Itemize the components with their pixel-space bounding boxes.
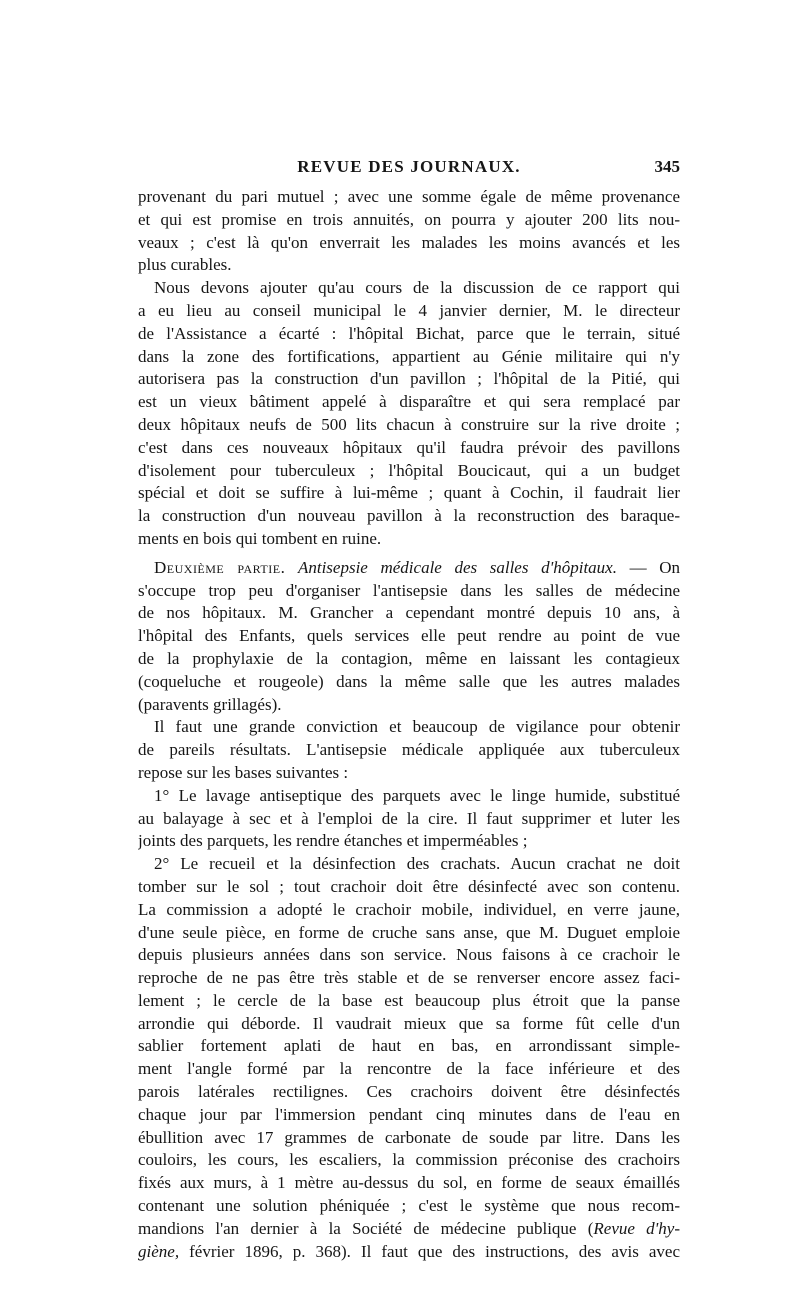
text-line: de l'Assistance a écarté : l'hôpital Bichat, parce que le terrain, situé	[138, 323, 680, 343]
text-line: fixés aux murs, à 1 mètre au-dessus du sol, en forme de seaux émaillés	[138, 1173, 680, 1193]
text-line: repose sur les bases suivantes :	[138, 762, 349, 782]
body-text	[138, 186, 680, 1263]
text-fragment: février 1896, p. 368). Il faut que des instructions, des avis avec	[179, 1241, 680, 1261]
text-line: 2° Le recueil et la désinfection des crachats. Aucun crachat ne doit	[154, 854, 680, 874]
text-line: spécial et doit se suffire à lui-même ; quant à Cochin, il faudrait lier	[138, 483, 680, 503]
text-line: provenant du pari mutuel ; avec une somme égale de même provenance	[138, 187, 680, 206]
text-line	[138, 1218, 680, 1241]
text-line: de nos hôpitaux. M. Grancher a cependant montré depuis 10 ans, à	[138, 603, 680, 623]
text-line: Il faut une grande conviction et beaucoup de vigilance pour obtenir	[154, 717, 680, 737]
text-line: est un vieux bâtiment appelé à disparaître et qui sera remplacé par	[138, 392, 680, 412]
text-line: l'hôpital des Enfants, quels services elle peut rendre au point de vue	[138, 626, 680, 646]
text-line: 1° Le lavage antiseptique des parquets avec le linge humide, substitué	[154, 785, 680, 805]
text-line: lement ; le cercle de la base est beaucoup plus étroit que la panse	[138, 990, 680, 1010]
citation-title: giène,	[138, 1241, 180, 1261]
text-line: deux hôpitaux neufs de 500 lits chacun à construire sur la rive droite ;	[138, 414, 680, 434]
text-line: ment l'angle formé par la rencontre de la face inférieure et des	[138, 1059, 680, 1079]
text-fragment: mandions l'an dernier à la Société de médecine publique (	[138, 1218, 594, 1238]
text-line: Nous devons ajouter qu'au cours de la discussion de ce rapport qui	[154, 278, 680, 298]
running-title: REVUE DES JOURNAUX.	[297, 157, 521, 176]
text-line: chaque jour par l'immersion pendant cinq minutes dans de l'eau en	[138, 1104, 680, 1124]
text-line	[138, 1241, 680, 1264]
text-line: joints des parquets, les rendre étanches et imperméables ;	[138, 831, 528, 851]
text-line: s'occupe trop peu d'organiser l'antisepsie dans les salles de médecine	[138, 580, 680, 600]
text-line: de la prophylaxie de la contagion, même en laissant les contagieux	[138, 648, 680, 668]
text-line: sablier fortement aplati de haut en bas, en arrondissant simple-	[138, 1036, 680, 1056]
text-line: reproche de ne pas être très stable et de se renverser encore assez faci-	[138, 968, 680, 988]
text-line: contenant une solution phéniquée ; c'est le système que nous recom-	[138, 1196, 680, 1216]
text-line: La commission a adopté le crachoir mobile, individuel, en verre jaune,	[138, 899, 680, 919]
paragraph	[138, 186, 680, 277]
list-item	[138, 785, 680, 853]
text-line: de pareils résultats. L'antisepsie médicale appliquée aux tuberculeux	[138, 740, 680, 760]
text-line: ments en bois qui tombent en ruine.	[138, 528, 382, 548]
text-line: a eu lieu au conseil municipal le 4 janvier dernier, M. le directeur	[138, 300, 680, 320]
section-paragraph	[138, 557, 680, 717]
text-line: couloirs, les cours, les escaliers, la commission préconise des crachoirs	[138, 1150, 680, 1170]
text-line: autorisera pas la construction d'un pavillon ; l'hôpital de la Pitié, qui	[138, 369, 680, 389]
text-line: tomber sur le sol ; tout crachoir doit être désinfecté avec son contenu.	[138, 876, 680, 896]
text-line: depuis plusieurs années dans son service. Nous faisons à ce crachoir le	[138, 945, 680, 965]
text-line: (coqueluche et rougeole) dans la même salle que les autres malades	[138, 671, 680, 691]
text-line: c'est dans ces nouveaux hôpitaux qu'il faudra prévoir des pavillons	[138, 437, 680, 457]
text-line: arrondie qui déborde. Il vaudrait mieux que sa forme fût celle d'un	[138, 1013, 680, 1033]
text-line: au balayage à sec et à l'emploi de la cire. Il faut supprimer et luter les	[138, 808, 680, 828]
text-line: (paravents grillagés).	[138, 694, 282, 714]
section-heading-label: Deuxième partie.	[154, 557, 286, 577]
text-line: parois latérales rectilignes. Ces crachoirs doivent être désinfectés	[138, 1082, 680, 1102]
text-line: et qui est promise en trois annuités, on pourra y ajouter 200 lits nou-	[138, 209, 680, 229]
paragraph	[138, 716, 680, 784]
text-line: d'isolement pour tuberculeux ; l'hôpital Boucicaut, qui a un budget	[138, 460, 680, 480]
section-heading-title: Antisepsie médicale des salles d'hôpitaux.	[297, 557, 617, 577]
text-line: veaux ; c'est là qu'on enverrait les malades les moins avancés et les	[138, 232, 680, 252]
text-fragment: — On	[629, 557, 680, 577]
text-line: ébullition avec 17 grammes de carbonate de soude par litre. Dans les	[138, 1127, 680, 1147]
text-line: la construction d'un nouveau pavillon à la reconstruction des baraque-	[138, 506, 680, 526]
citation-title: Revue d'hy-	[593, 1218, 680, 1238]
text-line: d'une seule pièce, en forme de cruche sans anse, que M. Duguet emploie	[138, 922, 680, 942]
page-number: 345	[654, 157, 680, 176]
text-line: dans la zone des fortifications, appartient au Génie militaire qui n'y	[138, 346, 680, 366]
paragraph	[138, 277, 680, 551]
text-line	[138, 557, 680, 580]
text-line: plus curables.	[138, 255, 232, 275]
page-header	[138, 157, 680, 185]
list-item	[138, 853, 680, 1263]
